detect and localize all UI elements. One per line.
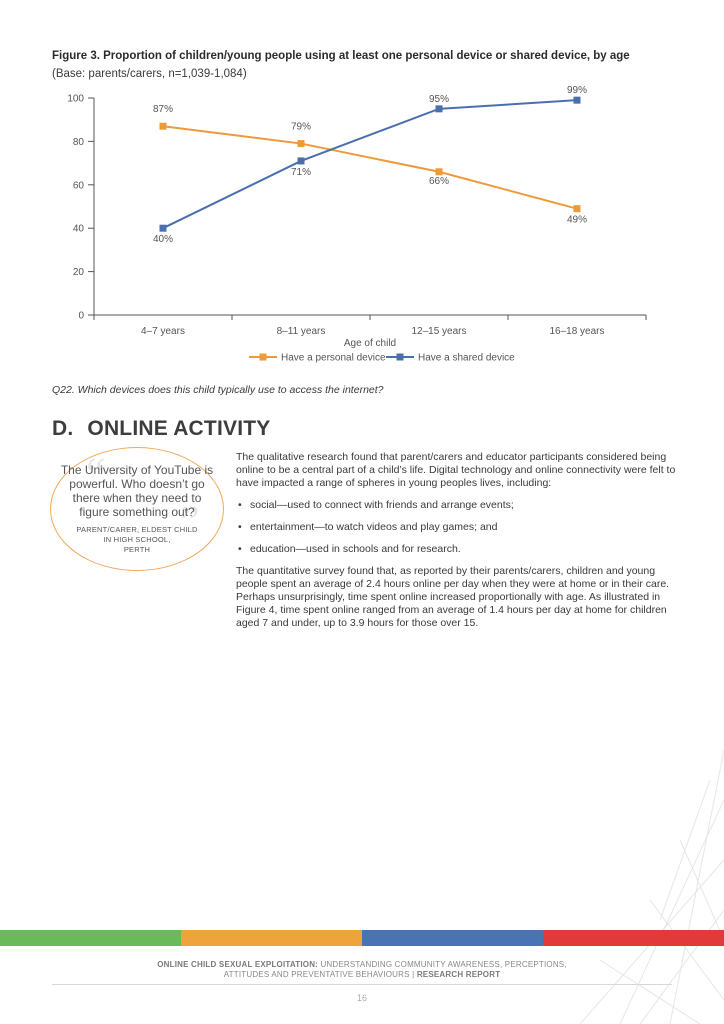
legend-item — [386, 353, 515, 364]
chart-legend — [249, 353, 515, 364]
bullet-item: • entertainment—to watch videos and play games; and — [236, 521, 676, 534]
legend-label: Have a personal device — [281, 352, 386, 364]
open-quote-icon: “ — [86, 449, 106, 498]
section-title: ONLINE ACTIVITY — [87, 417, 271, 440]
series-layer — [153, 86, 587, 245]
data-label: 87% — [152, 104, 174, 116]
series-personal-device — [153, 104, 587, 225]
bullet-item: • education—used in schools and for research. — [236, 543, 676, 556]
color-segment — [362, 930, 543, 946]
y-tick-label: 100 — [67, 93, 84, 105]
y-tick-label: 80 — [72, 136, 84, 148]
footer-subtitle — [0, 970, 724, 979]
color-segment — [181, 930, 362, 946]
decorative-lines — [560, 740, 724, 1024]
series-line — [163, 100, 577, 228]
paragraph: The qualitative research found that parent/carers and educator participants considered being online to be a central part of a child’s life. Digital technology and online connectivity were felt to have impacted a range of spheres in young peoples lives, including: — [236, 451, 676, 489]
data-label: 71% — [290, 166, 312, 178]
data-point — [574, 97, 581, 104]
data-label: 95% — [428, 93, 450, 105]
y-tick-label: 40 — [72, 223, 84, 235]
x-tick-label: 16–18 years — [549, 326, 605, 337]
legend-marker — [260, 354, 267, 361]
bullet-list — [236, 499, 676, 556]
color-segment — [543, 930, 724, 946]
x-axis — [94, 315, 646, 349]
survey-question: Q22. Which devices does this child typically use to access the internet? — [52, 384, 384, 396]
y-tick-label: 20 — [72, 267, 84, 279]
paragraph: The quantitative survey found that, as reported by their parents/carers, children and young people spent an average of 2.4 hours online per day when they were at home or in their care. Perhaps unsurprisingly, time spent online increased proportionally with age. As illustrated in Figure 4, time spent online ranged from an average of 1.4 hours per day at home for children aged 7 and under, up to 3.9 hours for those over 15. — [236, 565, 670, 629]
x-tick-label: 8–11 years — [276, 326, 326, 337]
data-label: 66% — [428, 175, 450, 187]
series-line — [163, 126, 577, 208]
legend-marker — [397, 354, 404, 361]
footer-separator: | — [412, 970, 415, 979]
footer-title-rest: UNDERSTANDING COMMUNITY AWARENESS, PERCEPTIONS, — [318, 960, 567, 969]
close-quote-icon: ” — [180, 497, 200, 546]
figure-title: Figure 3. Proportion of children/young people using at least one personal device or shared device, by age — [52, 50, 630, 62]
page-number: 16 — [356, 993, 367, 1003]
data-label: 49% — [566, 214, 588, 226]
figure-base: (Base: parents/carers, n=1,039-1,084) — [52, 68, 247, 80]
data-label: 79% — [290, 121, 312, 133]
footer-subtitle-text: ATTITUDES AND PREVENTATIVE BEHAVIOURS — [223, 970, 410, 979]
footer-report-label: RESEARCH REPORT — [416, 970, 501, 979]
quote-attribution-line: PARENT/CARER, ELDEST CHILD — [76, 525, 198, 534]
legend-label: Have a shared device — [418, 352, 515, 364]
body-text — [236, 451, 676, 639]
section-letter: D. — [52, 417, 74, 440]
x-axis-label: Age of child — [343, 338, 397, 349]
y-tick-label: 60 — [72, 180, 84, 192]
data-point — [574, 205, 581, 212]
data-label: 40% — [152, 234, 174, 246]
quote-attribution-line: PERTH — [123, 545, 151, 554]
footer-divider — [52, 984, 672, 985]
quote-attribution-line: IN HIGH SCHOOL, — [103, 535, 171, 544]
y-tick-label: 0 — [78, 310, 84, 322]
data-label: 99% — [566, 86, 588, 97]
footer-title — [0, 960, 724, 969]
quote-text: The University of YouTube is powerful. Who doesn’t go there when they need to figure something out? — [60, 463, 214, 519]
data-point — [160, 123, 167, 130]
section-heading — [52, 417, 270, 441]
quote-attribution — [60, 525, 214, 555]
line-chart — [52, 86, 672, 372]
data-point — [436, 168, 443, 175]
footer-color-bar — [0, 930, 724, 946]
data-point — [160, 225, 167, 232]
bullet-item: • social—used to connect with friends and arrange events; — [236, 499, 676, 512]
legend-item — [249, 353, 386, 364]
x-tick-label: 4–7 years — [141, 326, 185, 337]
color-segment — [0, 930, 181, 946]
y-axis — [67, 94, 94, 322]
data-point — [298, 140, 305, 147]
series-shared-device — [153, 86, 587, 245]
data-point — [298, 157, 305, 164]
data-point — [436, 105, 443, 112]
footer-title-bold: ONLINE CHILD SEXUAL EXPLOITATION: — [157, 960, 319, 969]
x-tick-label: 12–15 years — [411, 326, 467, 337]
